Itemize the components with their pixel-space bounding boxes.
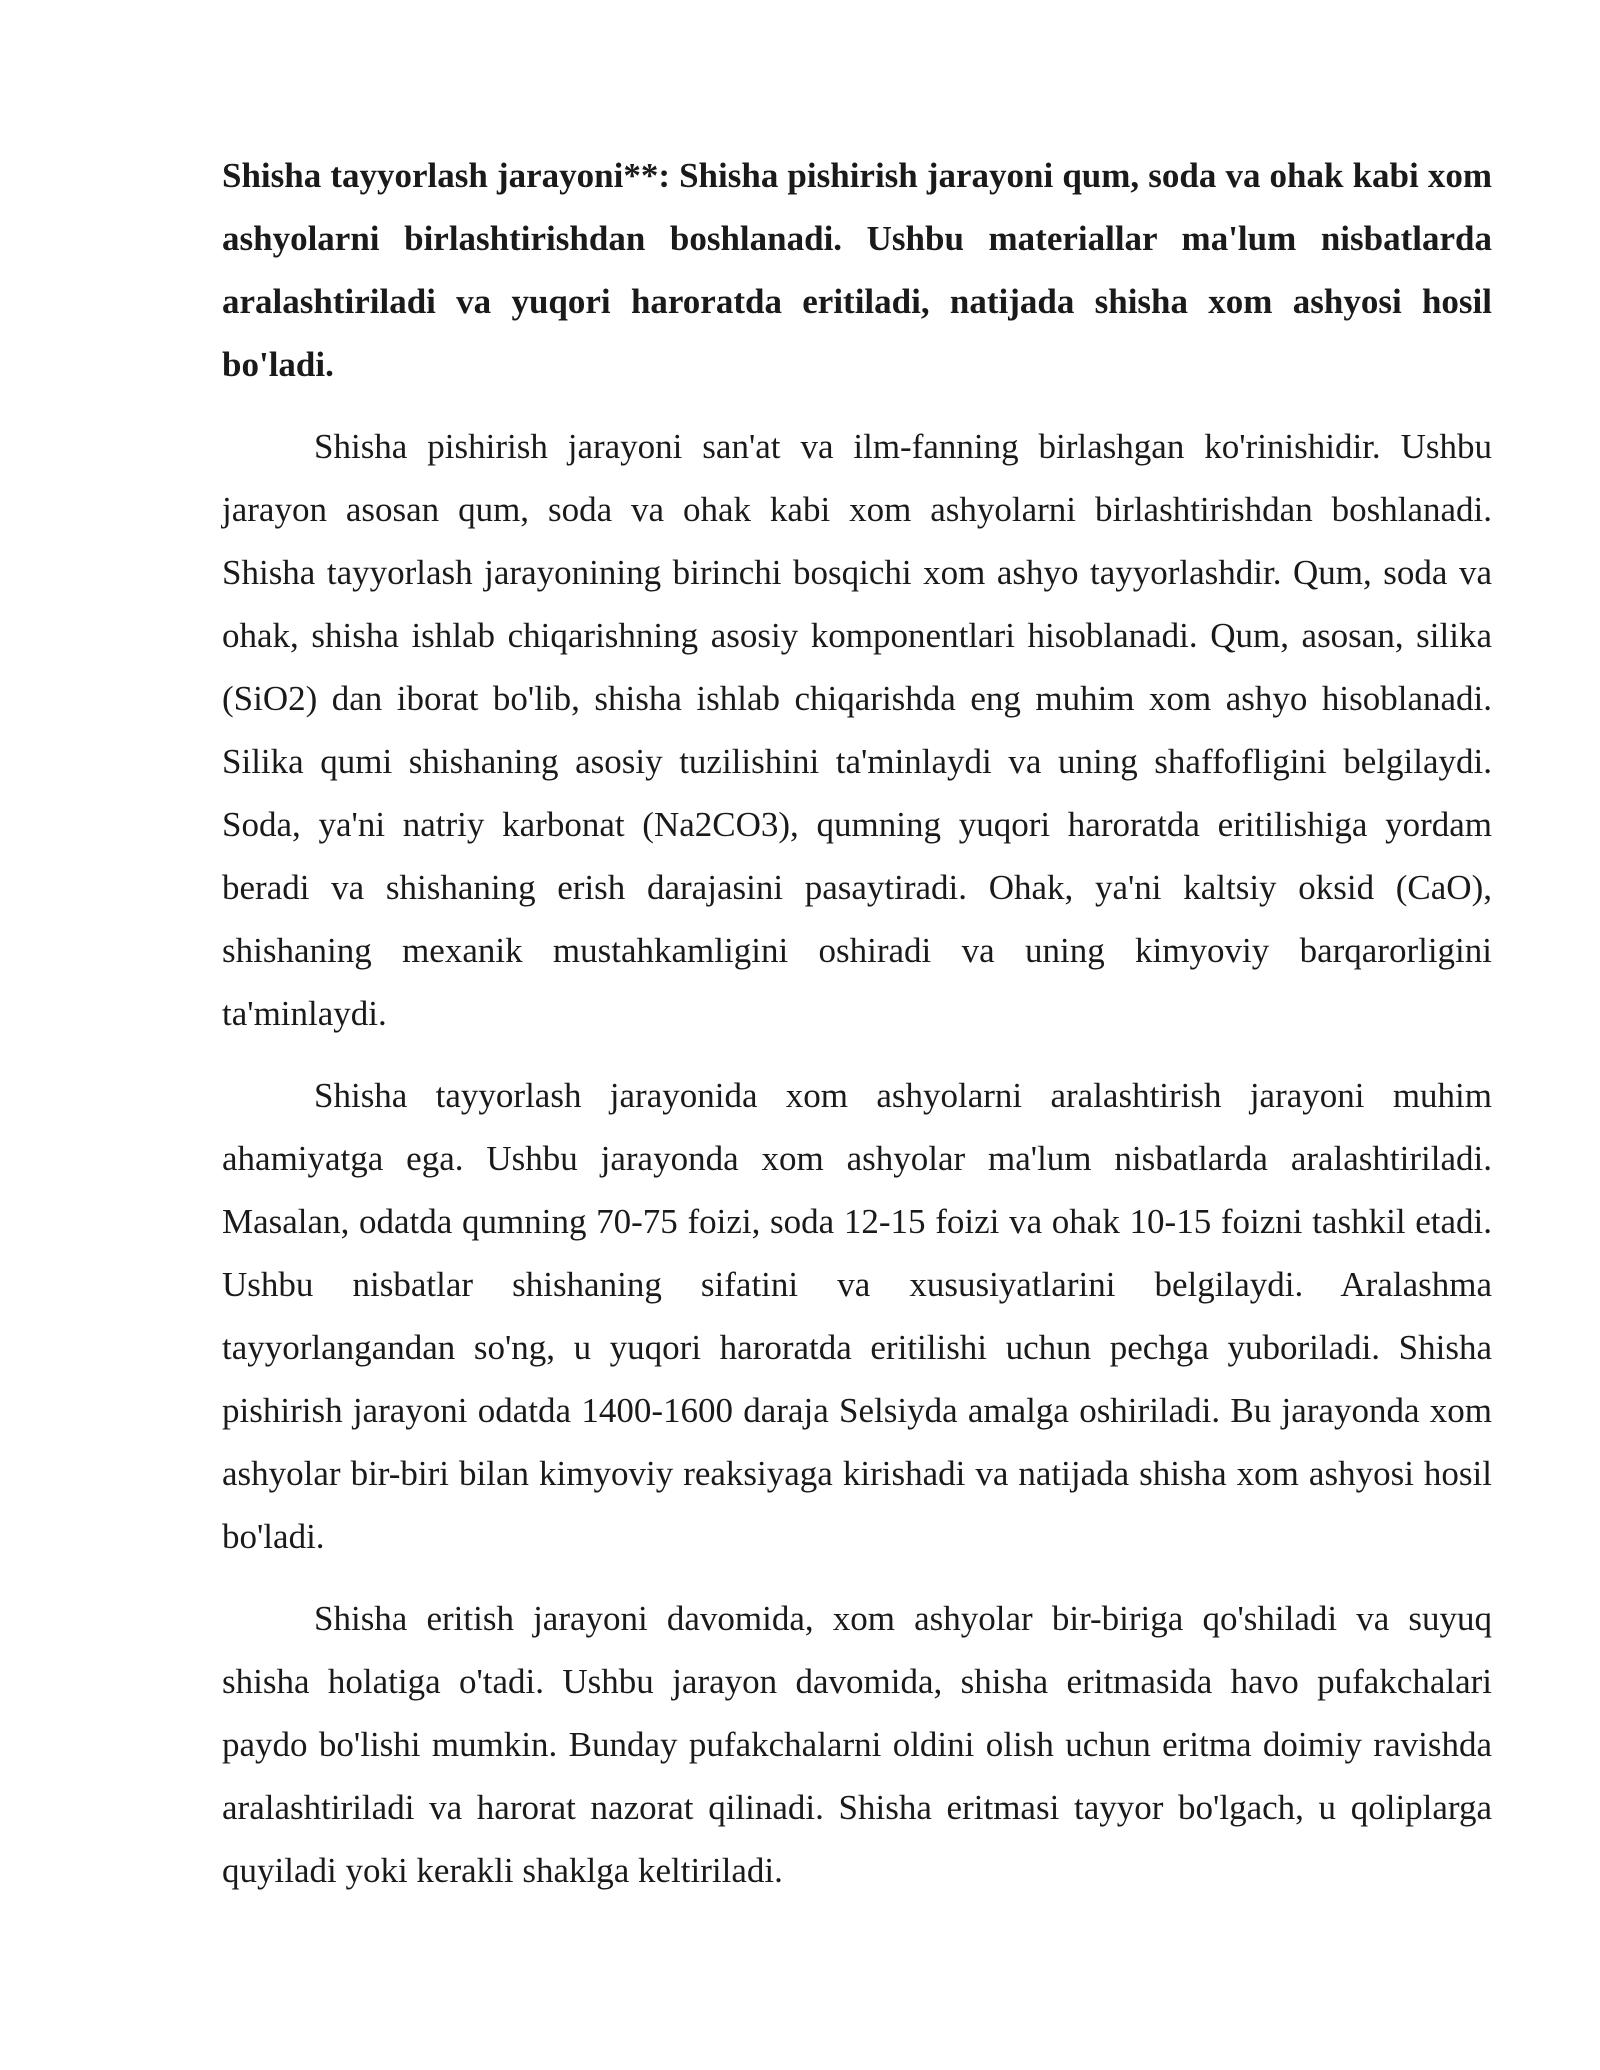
document-body xyxy=(222,144,1492,1902)
heading-paragraph: Shisha tayyorlash jarayoni**: Shisha pishirish jarayoni qum, soda va ohak kabi xom ashyolarni birlashtirishdan boshlanadi. Ushbu materiallar ma'lum nisbatlarda aralashtiriladi va yuqori haroratda eritiladi, natijada shisha xom ashyosi hosil bo'ladi. xyxy=(222,156,1492,384)
body-paragraph-3: Shisha eritish jarayoni davomida, xom ashyolar bir-biriga qo'shiladi va suyuq shisha holatiga o'tadi. Ushbu jarayon davomida, shisha eritmasida havo pufakchalari paydo bo'lishi mumkin. Bunday pufakchalarni oldini olish uchun eritma doimiy ravishda aralashtiriladi va harorat nazorat qilinadi. Shisha eritmasi tayyor bo'lgach, u qoliplarga quyiladi yoki kerakli shaklga keltiriladi. xyxy=(222,1599,1492,1890)
body-paragraph-1: Shisha pishirish jarayoni san'at va ilm-fanning birlashgan ko'rinishidir. Ushbu jarayon asosan qum, soda va ohak kabi xom ashyolarni birlashtirishdan boshlanadi. Shisha tayyorlash jarayonining birinchi bosqichi xom ashyo tayyorlashdir. Qum, soda va ohak, shisha ishlab chiqarishning asosiy komponentlari hisoblanadi. Qum, asosan, silika (SiO2) dan iborat bo'lib, shisha ishlab chiqarishda eng muhim xom ashyo hisoblanadi. Silika qumi shishaning asosiy tuzilishini ta'minlaydi va uning shaffofligini belgilaydi. Soda, ya'ni natriy karbonat (Na2CO3), qumning yuqori haroratda eritilishiga yordam beradi va shishaning erish darajasini pasaytiradi. Ohak, ya'ni kaltsiy oksid (CaO), shishaning mexanik mustahkamligini oshiradi va uning kimyoviy barqarorligini ta'minlaydi. xyxy=(222,427,1492,1033)
body-paragraph-2: Shisha tayyorlash jarayonida xom ashyolarni aralashtirish jarayoni muhim ahamiyatga ega. Ushbu jarayonda xom ashyolar ma'lum nisbatlarda aralashtiriladi. Masalan, odatda qumning 70-75 foizi, soda 12-15 foizi va ohak 10-15 foizni tashkil etadi. Ushbu nisbatlar shishaning sifatini va xususiyatlarini belgilaydi. Aralashma tayyorlangandan so'ng, u yuqori haroratda eritilishi uchun pechga yuboriladi. Shisha pishirish jarayoni odatda 1400-1600 daraja Selsiyda amalga oshiriladi. Bu jarayonda xom ashyolar bir-biri bilan kimyoviy reaksiyaga kirishadi va natijada shisha xom ashyosi hosil bo'ladi. xyxy=(222,1076,1492,1556)
